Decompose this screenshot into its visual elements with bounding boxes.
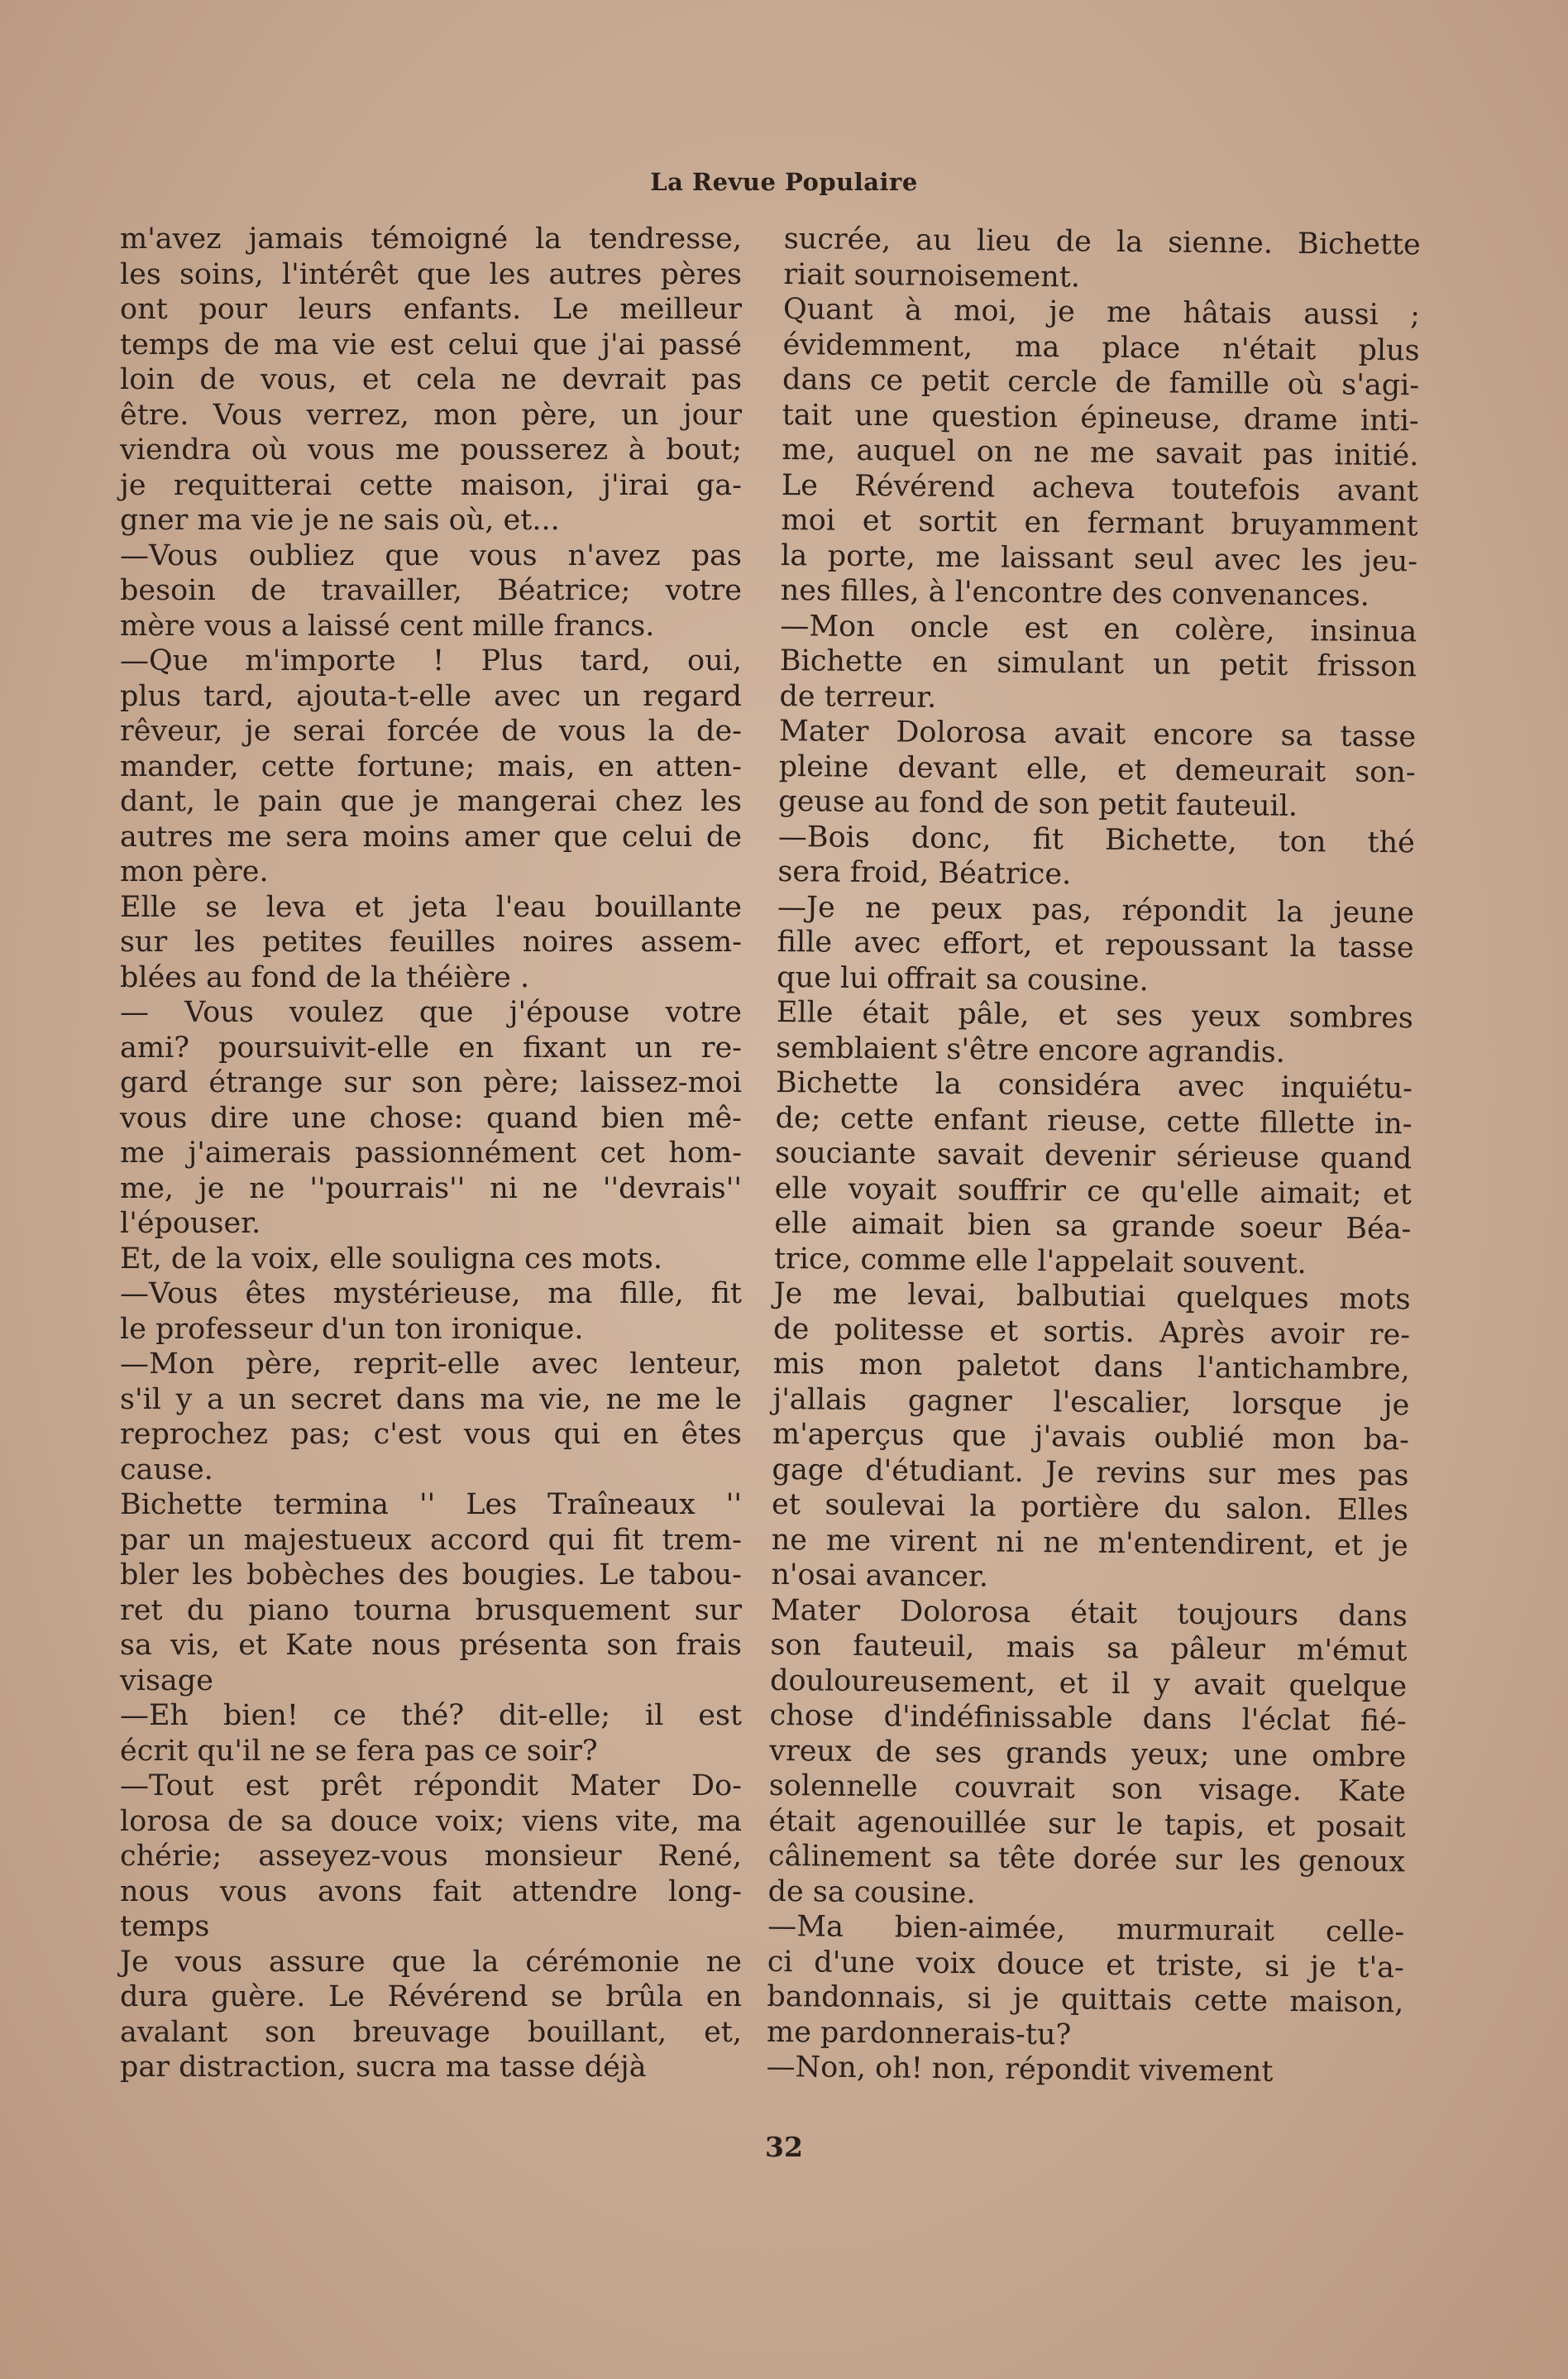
text-line: —Mon oncle est en colère, insinua <box>780 609 1417 649</box>
text-line: était agenouillée sur le tapis, et posait <box>768 1804 1406 1844</box>
text-line: m'aperçus que j'avais oublié mon ba- <box>772 1417 1410 1458</box>
text-line: Mater Dolorosa avait encore sa tasse <box>778 714 1417 754</box>
text-line: par un majestueux accord qui fit trem- <box>120 1523 742 1557</box>
text-line: mon père. <box>120 855 269 888</box>
text-line: mander, cette fortune; mais, en atten- <box>120 749 742 783</box>
text-line: et soulevai la portière du salon. Elles <box>771 1487 1409 1528</box>
text-line: vous dire une chose: quand bien mê- <box>120 1101 742 1135</box>
text-line: sucrée, au lieu de la sienne. Bichette <box>783 222 1421 262</box>
text-line: Bichette en simulant un petit frisson <box>779 644 1417 684</box>
text-line: vreux de ses grands yeux; une ombre <box>769 1734 1407 1773</box>
text-line: bandonnais, si je quittais cette maison, <box>767 1979 1404 2020</box>
text-line: visage <box>120 1663 213 1697</box>
text-line: ret du piano tourna brusquement sur <box>120 1593 742 1627</box>
text-line: j'allais gagner l'escalier, lorsque je <box>772 1382 1410 1422</box>
text-line: —Ma bien-aimée, murmurait celle- <box>767 1909 1405 1950</box>
text-line: elle voyait souffrir ce qu'elle aimait; et <box>774 1171 1412 1211</box>
text-line: s'il y a un secret dans ma vie, ne me le <box>120 1382 742 1416</box>
text-line: Je vous assure que la cérémonie ne <box>120 1945 742 1979</box>
text-line: fille avec effort, et repoussant la tasse <box>777 925 1414 965</box>
text-line: chérie; asseyez-vous monsieur René, <box>120 1840 742 1873</box>
text-line: sur les petites feuilles noires assem- <box>120 926 742 959</box>
text-line: Bichette termina '' Les Traîneaux '' <box>120 1488 742 1521</box>
text-line: avalant son breuvage bouillant, et, <box>120 2015 742 2049</box>
text-line: blées au fond de la théière . <box>120 960 530 994</box>
text-line: les soins, l'intérêt que les autres pères <box>120 257 742 291</box>
text-line: pleine devant elle, et demeurait son- <box>778 749 1416 789</box>
text-line: de; cette enfant rieuse, cette fillette in- <box>775 1101 1413 1141</box>
text-line: solennelle couvrait son visage. Kate <box>768 1769 1407 1809</box>
text-line: sa vis, et Kate nous présenta son frais <box>120 1629 742 1662</box>
text-line: Le Révérend acheva toutefois avant <box>781 468 1419 508</box>
text-line: Elle était pâle, et ses yeux sombres <box>776 995 1413 1036</box>
text-line: Elle se leva et jeta l'eau bouillante <box>120 890 742 924</box>
text-line: elle aimait bien sa grande soeur Béa- <box>774 1206 1412 1247</box>
text-line: câlinement sa tête dorée sur les genoux <box>767 1839 1406 1879</box>
text-line: plus tard, ajouta-t-elle avec un regard <box>120 679 742 713</box>
text-line: trice, comme elle l'appelait souvent. <box>773 1242 1307 1280</box>
text-line: —Eh bien! ce thé? dit-elle; il est <box>120 1699 742 1732</box>
text-line: me pardonnerais-tu? <box>766 2015 1072 2051</box>
text-line: être. Vous verrez, mon père, un jour <box>120 398 742 432</box>
text-line: —Tout est prêt répondit Mater Do- <box>120 1769 742 1802</box>
text-line: —Non, oh! non, répondit vivement <box>766 2050 1274 2089</box>
text-line: dura guère. Le Révérend se brûla en <box>120 1980 742 2013</box>
text-line: ami? poursuivit-elle en fixant un re- <box>120 1031 742 1065</box>
text-line: besoin de travailler, Béatrice; votre <box>120 574 742 607</box>
text-line: temps de ma vie est celui que j'ai passé <box>120 328 742 361</box>
text-line: je requitterai cette maison, j'irai ga- <box>120 468 742 502</box>
text-line: n'osai avancer. <box>771 1558 989 1594</box>
text-line: mis mon paletot dans l'antichambre, <box>772 1347 1410 1387</box>
text-line: gard étrange sur son père; laissez-moi <box>120 1066 742 1099</box>
text-line: ont pour leurs enfants. Le meilleur <box>120 293 742 326</box>
text-line: ne me virent ni ne m'entendirent, et je <box>771 1523 1408 1563</box>
text-line: Et, de la voix, elle souligna ces mots. <box>120 1242 662 1276</box>
text-line: la porte, me laissant seul avec les jeu- <box>780 539 1418 578</box>
text-line: —Que m'importe ! Plus tard, oui, <box>120 644 742 677</box>
text-line: gage d'étudiant. Je revins sur mes pas <box>772 1453 1409 1492</box>
text-line: semblaient s'être encore agrandis. <box>776 1031 1286 1070</box>
text-line: moi et sortit en fermant bruyamment <box>781 503 1418 543</box>
text-line: m'avez jamais témoigné la tendresse, <box>120 223 742 256</box>
text-line: nes filles, à l'encontre des convenances. <box>780 573 1370 613</box>
page-number: 32 <box>765 2131 803 2163</box>
text-line: mère vous a laissé cent mille francs. <box>120 609 655 643</box>
text-line: tait une question épineuse, drame inti- <box>782 398 1419 438</box>
text-line: rêveur, je serai forcée de vous la de- <box>120 715 742 748</box>
text-line: de terreur. <box>779 679 937 715</box>
text-line: —Mon père, reprit-elle avec lenteur, <box>120 1347 742 1381</box>
text-line: dans ce petit cercle de famille où s'agi- <box>782 362 1420 403</box>
text-line: de sa cousine. <box>767 1874 976 1910</box>
text-line: chose d'indéfinissable dans l'éclat fié- <box>769 1698 1407 1739</box>
right-column <box>766 222 1421 2091</box>
text-line: sera froid, Béatrice. <box>777 854 1072 892</box>
text-line: nous vous avons fait attendre long- <box>120 1874 742 1908</box>
text-line: ci d'une voix douce et triste, si je t'a- <box>767 1945 1404 1984</box>
text-line: bler les bobèches des bougies. Le tabou- <box>120 1558 742 1592</box>
text-line: Je me levai, balbutiai quelques mots <box>773 1276 1411 1317</box>
text-line: son fauteuil, mais sa pâleur m'émut <box>770 1628 1408 1668</box>
text-line: Bichette la considéra avec inquiétu- <box>775 1065 1413 1106</box>
text-line: loin de vous, et cela ne devrait pas <box>120 363 742 396</box>
text-line: autres me sera moins amer que celui de <box>120 820 742 854</box>
text-line: douloureusement, et il y avait quelque <box>769 1663 1408 1703</box>
text-line: gner ma vie je ne sais où, et... <box>120 504 560 537</box>
text-line: me j'aimerais passionnément cet hom- <box>120 1137 742 1170</box>
text-line: dant, le pain que je mangerai chez les <box>120 785 742 818</box>
text-line: Quant à moi, je me hâtais aussi ; <box>782 292 1421 333</box>
text-line: que lui offrait sa cousine. <box>777 960 1149 998</box>
text-line: souciante savait devenir sérieuse quand <box>774 1136 1413 1176</box>
text-line: écrit qu'il ne se fera pas ce soir? <box>120 1734 598 1768</box>
text-line: me, auquel on ne me savait pas initié. <box>782 433 1419 473</box>
text-line: Mater Dolorosa était toujours dans <box>770 1593 1408 1633</box>
text-line: reprochez pas; c'est vous qui en êtes <box>120 1418 742 1451</box>
text-line: viendra où vous me pousserez à bout; <box>120 433 742 467</box>
text-line: riait sournoisement. <box>783 257 1081 294</box>
text-line: de politesse et sortis. Après avoir re- <box>772 1312 1411 1352</box>
text-line: geuse au fond de son petit fauteuil. <box>778 784 1298 823</box>
left-column <box>120 222 742 2085</box>
text-line: —Bois donc, fit Bichette, ton thé <box>777 820 1416 859</box>
text-line: — Vous voulez que j'épouse votre <box>120 996 742 1029</box>
text-line: par distraction, sucra ma tasse déjà <box>120 2051 647 2084</box>
text-line: évidemment, ma place n'était plus <box>782 328 1420 367</box>
text-line: —Vous êtes mystérieuse, ma fille, fit <box>120 1277 742 1310</box>
text-line: l'épouser. <box>120 1207 261 1240</box>
running-header: La Revue Populaire <box>650 168 918 196</box>
text-line: lorosa de sa douce voix; viens vite, ma <box>120 1804 742 1838</box>
text-line: temps <box>120 1910 210 1943</box>
text-line: me, je ne ''pourrais'' ni ne ''devrais'' <box>120 1171 742 1205</box>
text-line: le professeur d'un ton ironique. <box>120 1312 584 1346</box>
text-line: —Je ne peux pas, répondit la jeune <box>777 890 1415 930</box>
text-line: —Vous oubliez que vous n'avez pas <box>120 539 742 572</box>
text-line: cause. <box>120 1453 213 1486</box>
